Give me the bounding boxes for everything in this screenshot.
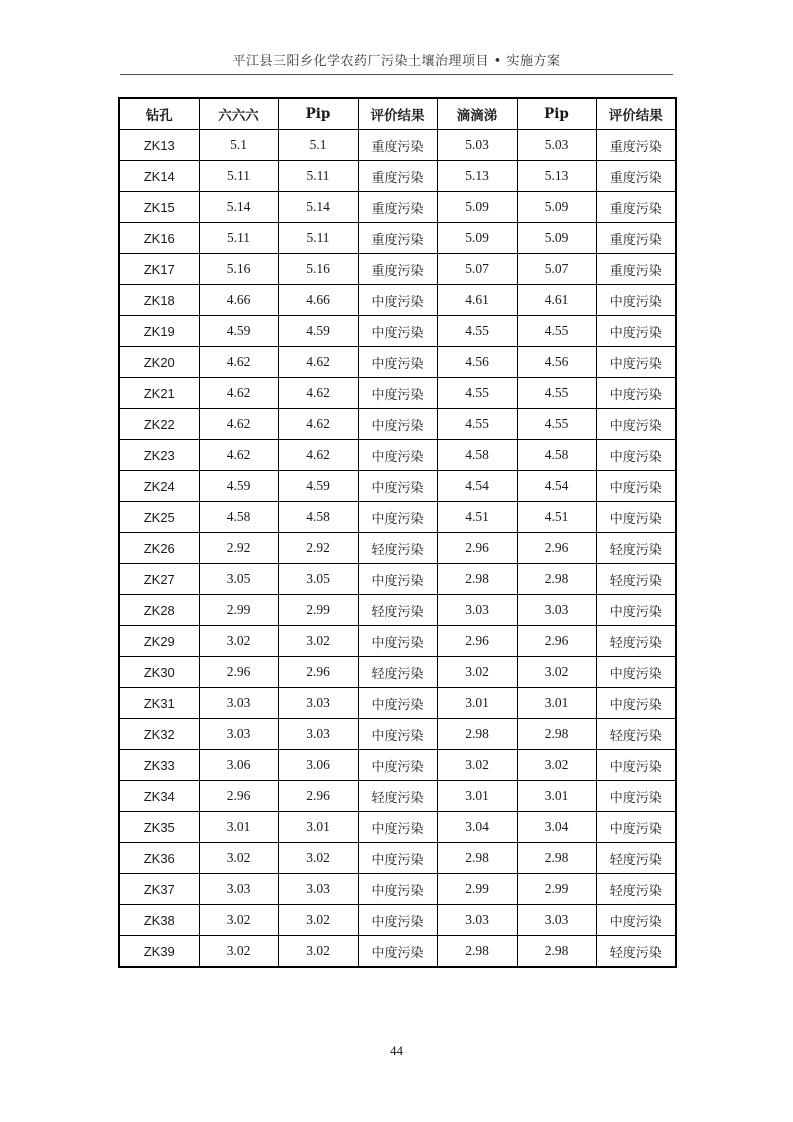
table-row bbox=[119, 502, 676, 533]
borehole-id-cell: ZK14 bbox=[119, 161, 199, 192]
ddt-pip-cell: 4.61 bbox=[517, 285, 596, 316]
hch-value-cell: 4.58 bbox=[199, 502, 278, 533]
borehole-id-cell: ZK15 bbox=[119, 192, 199, 223]
hch-pip-cell: 5.14 bbox=[278, 192, 358, 223]
ddt-result-cell: 中度污染 bbox=[596, 347, 676, 378]
hch-result-cell: 中度污染 bbox=[358, 564, 437, 595]
hch-value-cell: 3.02 bbox=[199, 936, 278, 968]
hch-pip-cell: 3.02 bbox=[278, 936, 358, 968]
hch-result-cell: 轻度污染 bbox=[358, 595, 437, 626]
ddt-result-cell: 中度污染 bbox=[596, 905, 676, 936]
header-divider bbox=[120, 74, 673, 75]
hch-result-cell: 轻度污染 bbox=[358, 657, 437, 688]
borehole-id-cell: ZK33 bbox=[119, 750, 199, 781]
hch-value-cell: 4.62 bbox=[199, 409, 278, 440]
ddt-pip-cell: 4.55 bbox=[517, 409, 596, 440]
ddt-result-cell: 重度污染 bbox=[596, 130, 676, 161]
hch-result-cell: 中度污染 bbox=[358, 409, 437, 440]
ddt-result-cell: 中度污染 bbox=[596, 657, 676, 688]
hch-value-cell: 3.06 bbox=[199, 750, 278, 781]
table-row bbox=[119, 316, 676, 347]
ddt-result-cell: 中度污染 bbox=[596, 378, 676, 409]
ddt-result-cell: 轻度污染 bbox=[596, 719, 676, 750]
ddt-pip-cell: 2.96 bbox=[517, 626, 596, 657]
borehole-id-cell: ZK27 bbox=[119, 564, 199, 595]
hch-pip-cell: 3.02 bbox=[278, 626, 358, 657]
ddt-value-cell: 2.99 bbox=[437, 874, 517, 905]
ddt-result-cell: 重度污染 bbox=[596, 223, 676, 254]
ddt-pip-cell: 2.98 bbox=[517, 719, 596, 750]
ddt-value-cell: 3.04 bbox=[437, 812, 517, 843]
borehole-id-cell: ZK13 bbox=[119, 130, 199, 161]
table-row bbox=[119, 719, 676, 750]
table-row bbox=[119, 595, 676, 626]
hch-pip-cell: 5.11 bbox=[278, 161, 358, 192]
borehole-id-cell: ZK16 bbox=[119, 223, 199, 254]
hch-pip-cell: 5.1 bbox=[278, 130, 358, 161]
hch-result-cell: 中度污染 bbox=[358, 347, 437, 378]
ddt-value-cell: 4.54 bbox=[437, 471, 517, 502]
hch-result-cell: 中度污染 bbox=[358, 626, 437, 657]
hch-result-cell: 中度污染 bbox=[358, 378, 437, 409]
ddt-value-cell: 3.02 bbox=[437, 750, 517, 781]
column-header-ddt: 滴滴涕 bbox=[437, 98, 517, 130]
ddt-result-cell: 轻度污染 bbox=[596, 564, 676, 595]
ddt-result-cell: 中度污染 bbox=[596, 502, 676, 533]
borehole-id-cell: ZK23 bbox=[119, 440, 199, 471]
ddt-result-cell: 中度污染 bbox=[596, 285, 676, 316]
table-row bbox=[119, 843, 676, 874]
hch-pip-cell: 3.01 bbox=[278, 812, 358, 843]
table-row bbox=[119, 130, 676, 161]
hch-pip-cell: 3.06 bbox=[278, 750, 358, 781]
ddt-value-cell: 3.01 bbox=[437, 781, 517, 812]
borehole-id-cell: ZK35 bbox=[119, 812, 199, 843]
hch-value-cell: 5.14 bbox=[199, 192, 278, 223]
borehole-id-cell: ZK22 bbox=[119, 409, 199, 440]
ddt-pip-cell: 3.01 bbox=[517, 781, 596, 812]
ddt-pip-cell: 5.09 bbox=[517, 223, 596, 254]
ddt-value-cell: 4.55 bbox=[437, 378, 517, 409]
hch-value-cell: 3.03 bbox=[199, 874, 278, 905]
ddt-pip-cell: 5.13 bbox=[517, 161, 596, 192]
ddt-pip-cell: 4.51 bbox=[517, 502, 596, 533]
ddt-result-cell: 轻度污染 bbox=[596, 626, 676, 657]
hch-pip-cell: 4.59 bbox=[278, 471, 358, 502]
borehole-id-cell: ZK28 bbox=[119, 595, 199, 626]
ddt-result-cell: 轻度污染 bbox=[596, 843, 676, 874]
ddt-pip-cell: 2.99 bbox=[517, 874, 596, 905]
ddt-result-cell: 重度污染 bbox=[596, 161, 676, 192]
hch-result-cell: 中度污染 bbox=[358, 812, 437, 843]
table-row bbox=[119, 688, 676, 719]
hch-pip-cell: 3.03 bbox=[278, 874, 358, 905]
ddt-value-cell: 4.58 bbox=[437, 440, 517, 471]
ddt-result-cell: 中度污染 bbox=[596, 409, 676, 440]
hch-result-cell: 中度污染 bbox=[358, 502, 437, 533]
ddt-pip-cell: 2.98 bbox=[517, 936, 596, 968]
ddt-value-cell: 2.98 bbox=[437, 843, 517, 874]
ddt-pip-cell: 2.98 bbox=[517, 564, 596, 595]
hch-value-cell: 5.11 bbox=[199, 223, 278, 254]
hch-result-cell: 重度污染 bbox=[358, 192, 437, 223]
hch-pip-cell: 5.16 bbox=[278, 254, 358, 285]
borehole-id-cell: ZK24 bbox=[119, 471, 199, 502]
table-row bbox=[119, 936, 676, 968]
hch-result-cell: 中度污染 bbox=[358, 440, 437, 471]
column-header-pip-hch: Pip bbox=[278, 98, 358, 130]
hch-value-cell: 2.99 bbox=[199, 595, 278, 626]
ddt-pip-cell: 3.02 bbox=[517, 750, 596, 781]
ddt-result-cell: 中度污染 bbox=[596, 750, 676, 781]
hch-pip-cell: 3.05 bbox=[278, 564, 358, 595]
ddt-value-cell: 2.96 bbox=[437, 533, 517, 564]
table-row bbox=[119, 750, 676, 781]
hch-value-cell: 4.62 bbox=[199, 440, 278, 471]
hch-pip-cell: 5.11 bbox=[278, 223, 358, 254]
ddt-result-cell: 轻度污染 bbox=[596, 533, 676, 564]
ddt-result-cell: 轻度污染 bbox=[596, 874, 676, 905]
hch-pip-cell: 2.96 bbox=[278, 781, 358, 812]
hch-result-cell: 中度污染 bbox=[358, 750, 437, 781]
hch-pip-cell: 4.62 bbox=[278, 440, 358, 471]
borehole-id-cell: ZK29 bbox=[119, 626, 199, 657]
hch-value-cell: 4.62 bbox=[199, 347, 278, 378]
hch-pip-cell: 4.58 bbox=[278, 502, 358, 533]
table-row bbox=[119, 657, 676, 688]
hch-value-cell: 2.96 bbox=[199, 781, 278, 812]
hch-value-cell: 5.1 bbox=[199, 130, 278, 161]
ddt-result-cell: 中度污染 bbox=[596, 688, 676, 719]
hch-value-cell: 4.66 bbox=[199, 285, 278, 316]
ddt-value-cell: 3.01 bbox=[437, 688, 517, 719]
table-header-row bbox=[119, 98, 676, 130]
hch-pip-cell: 4.66 bbox=[278, 285, 358, 316]
ddt-value-cell: 4.55 bbox=[437, 316, 517, 347]
borehole-id-cell: ZK26 bbox=[119, 533, 199, 564]
hch-pip-cell: 3.02 bbox=[278, 843, 358, 874]
ddt-pip-cell: 4.56 bbox=[517, 347, 596, 378]
ddt-value-cell: 4.56 bbox=[437, 347, 517, 378]
page-number: 44 bbox=[390, 1043, 403, 1058]
ddt-pip-cell: 3.01 bbox=[517, 688, 596, 719]
ddt-value-cell: 2.96 bbox=[437, 626, 517, 657]
ddt-pip-cell: 4.55 bbox=[517, 378, 596, 409]
hch-pip-cell: 2.99 bbox=[278, 595, 358, 626]
ddt-pip-cell: 3.02 bbox=[517, 657, 596, 688]
table-row bbox=[119, 285, 676, 316]
hch-pip-cell: 4.59 bbox=[278, 316, 358, 347]
running-header: 平江县三阳乡化学农药厂污染土壤治理项目 • 实施方案 bbox=[232, 54, 561, 69]
borehole-id-cell: ZK30 bbox=[119, 657, 199, 688]
borehole-id-cell: ZK31 bbox=[119, 688, 199, 719]
ddt-value-cell: 2.98 bbox=[437, 936, 517, 968]
table-row bbox=[119, 812, 676, 843]
hch-pip-cell: 3.03 bbox=[278, 688, 358, 719]
borehole-id-cell: ZK32 bbox=[119, 719, 199, 750]
column-header-hch: 六六六 bbox=[199, 98, 278, 130]
ddt-pip-cell: 4.55 bbox=[517, 316, 596, 347]
hch-result-cell: 中度污染 bbox=[358, 936, 437, 968]
ddt-result-cell: 中度污染 bbox=[596, 316, 676, 347]
column-header-pip-ddt: Pip bbox=[517, 98, 596, 130]
table-row bbox=[119, 254, 676, 285]
ddt-value-cell: 5.13 bbox=[437, 161, 517, 192]
hch-pip-cell: 3.02 bbox=[278, 905, 358, 936]
ddt-pip-cell: 5.03 bbox=[517, 130, 596, 161]
hch-value-cell: 4.59 bbox=[199, 471, 278, 502]
ddt-result-cell: 中度污染 bbox=[596, 781, 676, 812]
ddt-pip-cell: 2.96 bbox=[517, 533, 596, 564]
hch-value-cell: 3.05 bbox=[199, 564, 278, 595]
hch-value-cell: 3.02 bbox=[199, 626, 278, 657]
hch-pip-cell: 4.62 bbox=[278, 347, 358, 378]
table-row bbox=[119, 471, 676, 502]
hch-value-cell: 3.03 bbox=[199, 688, 278, 719]
table-row bbox=[119, 161, 676, 192]
hch-value-cell: 5.16 bbox=[199, 254, 278, 285]
hch-pip-cell: 2.96 bbox=[278, 657, 358, 688]
table-row bbox=[119, 905, 676, 936]
borehole-id-cell: ZK19 bbox=[119, 316, 199, 347]
ddt-pip-cell: 5.07 bbox=[517, 254, 596, 285]
ddt-value-cell: 2.98 bbox=[437, 564, 517, 595]
hch-pip-cell: 4.62 bbox=[278, 378, 358, 409]
hch-pip-cell: 4.62 bbox=[278, 409, 358, 440]
ddt-value-cell: 4.51 bbox=[437, 502, 517, 533]
ddt-value-cell: 3.03 bbox=[437, 595, 517, 626]
table-row bbox=[119, 874, 676, 905]
borehole-id-cell: ZK34 bbox=[119, 781, 199, 812]
borehole-id-cell: ZK18 bbox=[119, 285, 199, 316]
hch-result-cell: 中度污染 bbox=[358, 719, 437, 750]
hch-value-cell: 3.02 bbox=[199, 843, 278, 874]
hch-value-cell: 2.92 bbox=[199, 533, 278, 564]
ddt-pip-cell: 2.98 bbox=[517, 843, 596, 874]
ddt-value-cell: 2.98 bbox=[437, 719, 517, 750]
ddt-value-cell: 5.09 bbox=[437, 223, 517, 254]
hch-result-cell: 中度污染 bbox=[358, 285, 437, 316]
ddt-result-cell: 重度污染 bbox=[596, 192, 676, 223]
ddt-result-cell: 重度污染 bbox=[596, 254, 676, 285]
borehole-id-cell: ZK20 bbox=[119, 347, 199, 378]
ddt-pip-cell: 3.03 bbox=[517, 595, 596, 626]
hch-result-cell: 轻度污染 bbox=[358, 781, 437, 812]
ddt-result-cell: 中度污染 bbox=[596, 595, 676, 626]
table-row bbox=[119, 440, 676, 471]
hch-result-cell: 中度污染 bbox=[358, 874, 437, 905]
borehole-id-cell: ZK17 bbox=[119, 254, 199, 285]
ddt-result-cell: 中度污染 bbox=[596, 440, 676, 471]
table-row bbox=[119, 378, 676, 409]
hch-result-cell: 重度污染 bbox=[358, 130, 437, 161]
borehole-id-cell: ZK37 bbox=[119, 874, 199, 905]
hch-result-cell: 轻度污染 bbox=[358, 533, 437, 564]
column-header-result-ddt: 评价结果 bbox=[596, 98, 676, 130]
borehole-id-cell: ZK38 bbox=[119, 905, 199, 936]
ddt-value-cell: 3.03 bbox=[437, 905, 517, 936]
table-row bbox=[119, 533, 676, 564]
hch-value-cell: 5.11 bbox=[199, 161, 278, 192]
column-header-borehole: 钻孔 bbox=[119, 98, 199, 130]
ddt-value-cell: 5.03 bbox=[437, 130, 517, 161]
ddt-pip-cell: 4.58 bbox=[517, 440, 596, 471]
table-body bbox=[119, 130, 676, 968]
hch-result-cell: 中度污染 bbox=[358, 688, 437, 719]
borehole-id-cell: ZK25 bbox=[119, 502, 199, 533]
hch-result-cell: 重度污染 bbox=[358, 223, 437, 254]
hch-result-cell: 中度污染 bbox=[358, 316, 437, 347]
hch-result-cell: 重度污染 bbox=[358, 254, 437, 285]
ddt-pip-cell: 3.04 bbox=[517, 812, 596, 843]
ddt-pip-cell: 4.54 bbox=[517, 471, 596, 502]
ddt-pip-cell: 3.03 bbox=[517, 905, 596, 936]
hch-value-cell: 2.96 bbox=[199, 657, 278, 688]
hch-value-cell: 4.62 bbox=[199, 378, 278, 409]
hch-pip-cell: 3.03 bbox=[278, 719, 358, 750]
borehole-id-cell: ZK21 bbox=[119, 378, 199, 409]
ddt-value-cell: 5.07 bbox=[437, 254, 517, 285]
table-row bbox=[119, 409, 676, 440]
hch-pip-cell: 2.92 bbox=[278, 533, 358, 564]
ddt-result-cell: 中度污染 bbox=[596, 471, 676, 502]
ddt-value-cell: 4.55 bbox=[437, 409, 517, 440]
hch-value-cell: 3.03 bbox=[199, 719, 278, 750]
hch-result-cell: 中度污染 bbox=[358, 905, 437, 936]
borehole-id-cell: ZK39 bbox=[119, 936, 199, 968]
hch-value-cell: 4.59 bbox=[199, 316, 278, 347]
table-row bbox=[119, 347, 676, 378]
ddt-value-cell: 4.61 bbox=[437, 285, 517, 316]
table-row bbox=[119, 223, 676, 254]
table-row bbox=[119, 192, 676, 223]
hch-value-cell: 3.02 bbox=[199, 905, 278, 936]
ddt-value-cell: 5.09 bbox=[437, 192, 517, 223]
table-row bbox=[119, 626, 676, 657]
hch-result-cell: 中度污染 bbox=[358, 471, 437, 502]
column-header-result-hch: 评价结果 bbox=[358, 98, 437, 130]
hch-result-cell: 重度污染 bbox=[358, 161, 437, 192]
table-row bbox=[119, 564, 676, 595]
table-row bbox=[119, 781, 676, 812]
ddt-pip-cell: 5.09 bbox=[517, 192, 596, 223]
ddt-result-cell: 中度污染 bbox=[596, 812, 676, 843]
ddt-result-cell: 轻度污染 bbox=[596, 936, 676, 968]
hch-value-cell: 3.01 bbox=[199, 812, 278, 843]
borehole-id-cell: ZK36 bbox=[119, 843, 199, 874]
pollution-assessment-table bbox=[118, 97, 677, 968]
ddt-value-cell: 3.02 bbox=[437, 657, 517, 688]
hch-result-cell: 中度污染 bbox=[358, 843, 437, 874]
